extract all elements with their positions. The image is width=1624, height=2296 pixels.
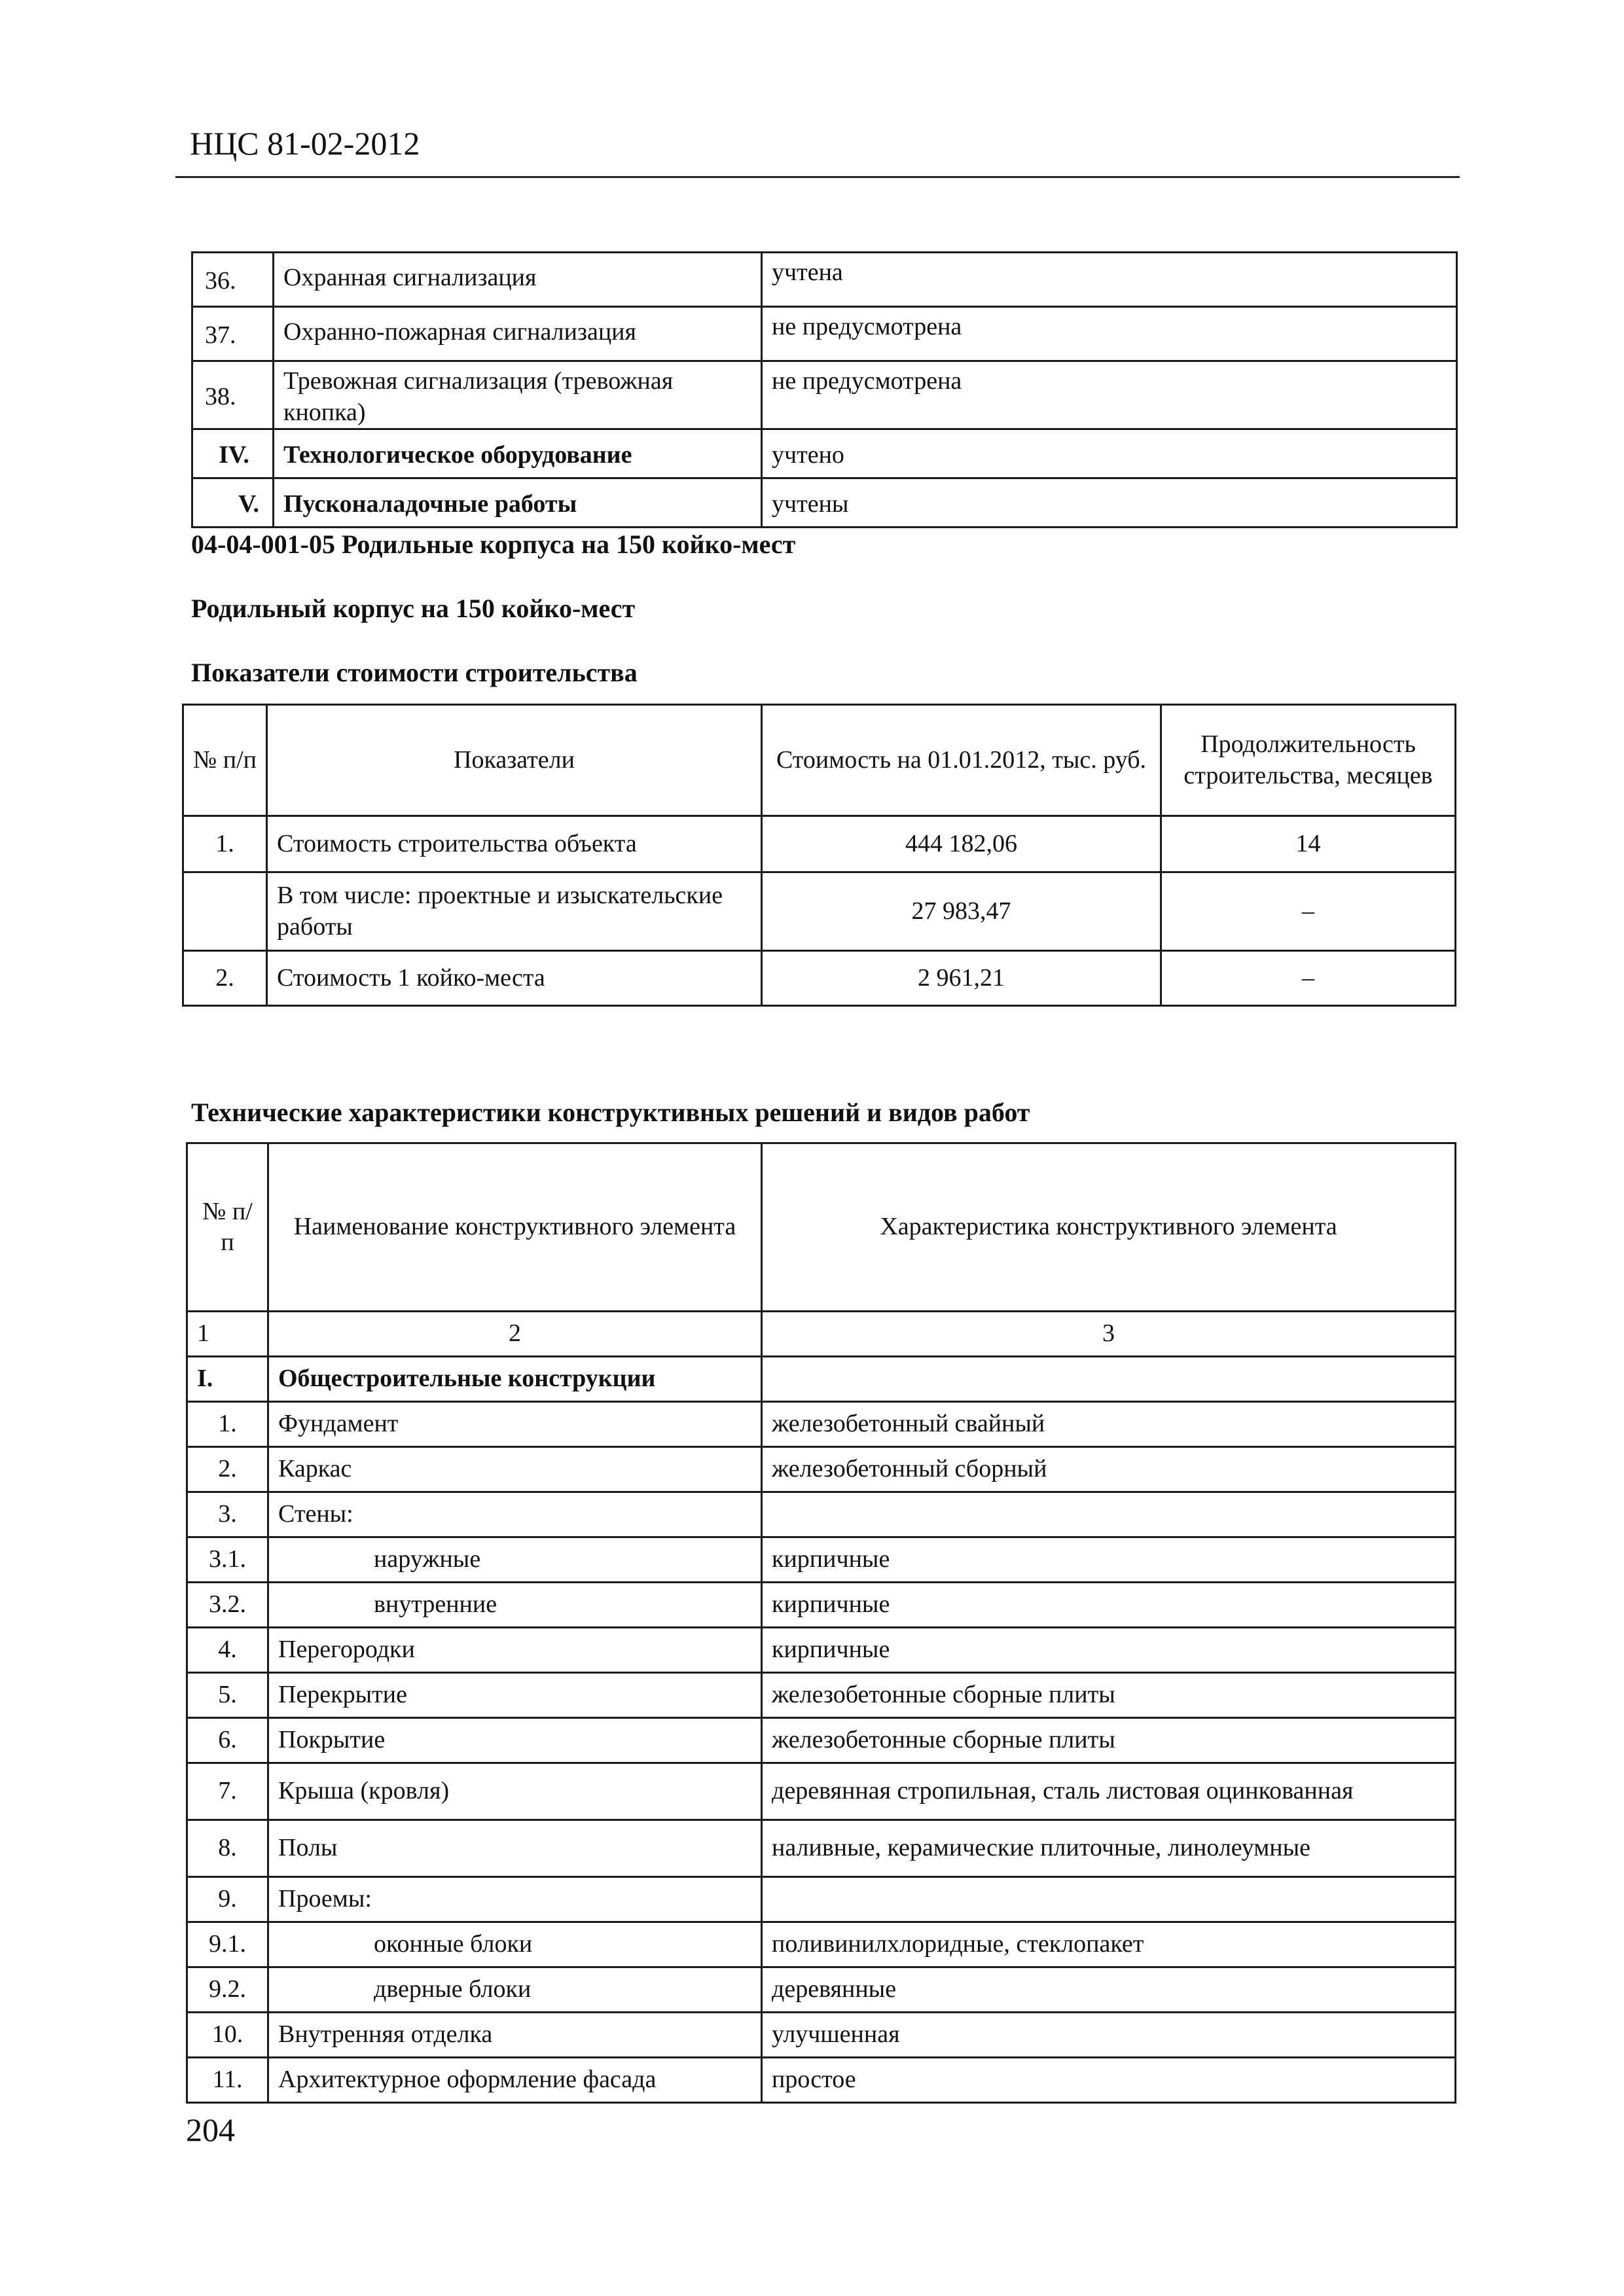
row-value — [762, 1357, 1456, 1402]
column-number: 2 — [268, 1312, 762, 1357]
row-cost: 444 182,06 — [762, 816, 1161, 872]
table-row — [187, 1718, 1456, 1763]
row-name: Пусконаладочные работы — [274, 478, 762, 528]
row-name: дверные блоки — [268, 1967, 762, 2013]
table-row — [187, 1820, 1456, 1877]
table-row — [187, 1537, 1456, 1583]
row-value: железобетонный свайный — [762, 1402, 1456, 1447]
row-name: Охранная сигнализация — [274, 253, 762, 307]
row-value: деревянная стропильная, сталь листовая оцинкованная — [762, 1763, 1456, 1820]
table-row — [187, 1583, 1456, 1628]
row-value: не предусмотрена — [762, 361, 1457, 429]
row-name: Стоимость 1 койко-места — [267, 951, 762, 1006]
row-value: не предусмотрена — [762, 307, 1457, 361]
table-row — [187, 2013, 1456, 2058]
row-number: 1. — [183, 816, 267, 872]
row-value: наливные, керамические плиточные, линолеумные — [762, 1820, 1456, 1877]
row-name: В том числе: проектные и изыскательские работы — [267, 872, 762, 951]
row-value: железобетонный сборный — [762, 1447, 1456, 1492]
row-name: Перекрытие — [268, 1673, 762, 1718]
row-name: Крыша (кровля) — [268, 1763, 762, 1820]
table-row — [187, 1357, 1456, 1402]
row-number: 9.1. — [187, 1922, 268, 1967]
row-number: 5. — [187, 1673, 268, 1718]
table-header-row — [183, 705, 1456, 816]
table-row — [183, 951, 1456, 1006]
row-name: Полы — [268, 1820, 762, 1877]
row-name: Стены: — [268, 1492, 762, 1537]
table-row — [187, 1492, 1456, 1537]
row-number: 9.2. — [187, 1967, 268, 2013]
table-row — [187, 1967, 1456, 2013]
table-row — [183, 872, 1456, 951]
row-name: наружные — [268, 1537, 762, 1583]
row-duration: – — [1161, 951, 1456, 1006]
table-row — [183, 816, 1456, 872]
row-value: учтено — [762, 429, 1457, 478]
table-row — [187, 1402, 1456, 1447]
row-value — [762, 1877, 1456, 1922]
column-number-row — [187, 1312, 1456, 1357]
table-row — [187, 1922, 1456, 1967]
row-value: учтены — [762, 478, 1457, 528]
row-name: Проемы: — [268, 1877, 762, 1922]
row-cost: 27 983,47 — [762, 872, 1161, 951]
row-name: оконные блоки — [268, 1922, 762, 1967]
continuation-table — [191, 251, 1458, 528]
row-number: V. — [192, 478, 274, 528]
row-name: Охранно-пожарная сигнализация — [274, 307, 762, 361]
header-rule — [175, 176, 1460, 178]
row-duration: – — [1161, 872, 1456, 951]
table-row — [187, 2058, 1456, 2103]
row-duration: 14 — [1161, 816, 1456, 872]
row-number: 38. — [192, 361, 274, 429]
table-row — [187, 1628, 1456, 1673]
row-number: 4. — [187, 1628, 268, 1673]
row-name: Архитектурное оформление фасада — [268, 2058, 762, 2103]
row-value: простое — [762, 2058, 1456, 2103]
column-number: 3 — [762, 1312, 1456, 1357]
row-value — [762, 1492, 1456, 1537]
row-value: железобетонные сборные плиты — [762, 1673, 1456, 1718]
header-cell: Показатели — [267, 705, 762, 816]
row-number: 8. — [187, 1820, 268, 1877]
section-subtitle: Родильный корпус на 150 койко-мест — [191, 594, 636, 623]
cost-heading: Показатели стоимости строительства — [191, 658, 638, 687]
row-name: Внутренняя отделка — [268, 2013, 762, 2058]
row-name: Тревожная сигнализация (тревожная кнопка) — [274, 361, 762, 429]
row-number: 6. — [187, 1718, 268, 1763]
row-number: 37. — [192, 307, 274, 361]
row-value: железобетонные сборные плиты — [762, 1718, 1456, 1763]
table-row — [192, 253, 1457, 307]
row-number: 11. — [187, 2058, 268, 2103]
header-cell: Характеристика конструктивного элемента — [762, 1143, 1456, 1312]
table-row — [187, 1877, 1456, 1922]
row-value: деревянные — [762, 1967, 1456, 2013]
row-number: 3.2. — [187, 1583, 268, 1628]
tech-table — [186, 1142, 1456, 2104]
header-cell: Продолжительность строительства, месяцев — [1161, 705, 1456, 816]
page-number: 204 — [186, 2111, 235, 2148]
document-code-header: НЦС 81-02-2012 — [190, 125, 420, 162]
row-cost: 2 961,21 — [762, 951, 1161, 1006]
table-row — [187, 1673, 1456, 1718]
table-row — [192, 478, 1457, 528]
row-number: 3. — [187, 1492, 268, 1537]
row-number: 9. — [187, 1877, 268, 1922]
header-cell: № п/п — [187, 1143, 268, 1312]
row-number: 2. — [183, 951, 267, 1006]
tech-heading: Технические характеристики конструктивных решений и видов работ — [191, 1098, 1030, 1127]
row-name: внутренние — [268, 1583, 762, 1628]
row-number: IV. — [192, 429, 274, 478]
row-number: 10. — [187, 2013, 268, 2058]
table-row — [187, 1763, 1456, 1820]
row-number: I. — [187, 1357, 268, 1402]
row-name: Перегородки — [268, 1628, 762, 1673]
table-row — [192, 361, 1457, 429]
row-name: Общестроительные конструкции — [268, 1357, 762, 1402]
row-number: 3.1. — [187, 1537, 268, 1583]
row-name: Каркас — [268, 1447, 762, 1492]
table-row — [187, 1447, 1456, 1492]
row-name: Стоимость строительства объекта — [267, 816, 762, 872]
row-value: кирпичные — [762, 1537, 1456, 1583]
row-name: Покрытие — [268, 1718, 762, 1763]
row-value: улучшенная — [762, 2013, 1456, 2058]
row-number: 7. — [187, 1763, 268, 1820]
cost-table — [182, 704, 1456, 1007]
row-name: Фундамент — [268, 1402, 762, 1447]
row-number: 2. — [187, 1447, 268, 1492]
row-name: Технологическое оборудование — [274, 429, 762, 478]
row-value: учтена — [762, 253, 1457, 307]
column-number: 1 — [187, 1312, 268, 1357]
header-cell: Наименование конструктивного элемента — [268, 1143, 762, 1312]
row-value: поливинилхлоридные, стеклопакет — [762, 1922, 1456, 1967]
row-number: 36. — [192, 253, 274, 307]
header-cell: № п/п — [183, 705, 267, 816]
table-header-row — [187, 1143, 1456, 1312]
row-number — [183, 872, 267, 951]
header-cell: Стоимость на 01.01.2012, тыс. руб. — [762, 705, 1161, 816]
row-value: кирпичные — [762, 1628, 1456, 1673]
section-code-title: 04-04-001-05 Родильные корпуса на 150 койко-мест — [191, 529, 796, 559]
row-number: 1. — [187, 1402, 268, 1447]
table-row — [192, 307, 1457, 361]
row-value: кирпичные — [762, 1583, 1456, 1628]
table-row — [192, 429, 1457, 478]
